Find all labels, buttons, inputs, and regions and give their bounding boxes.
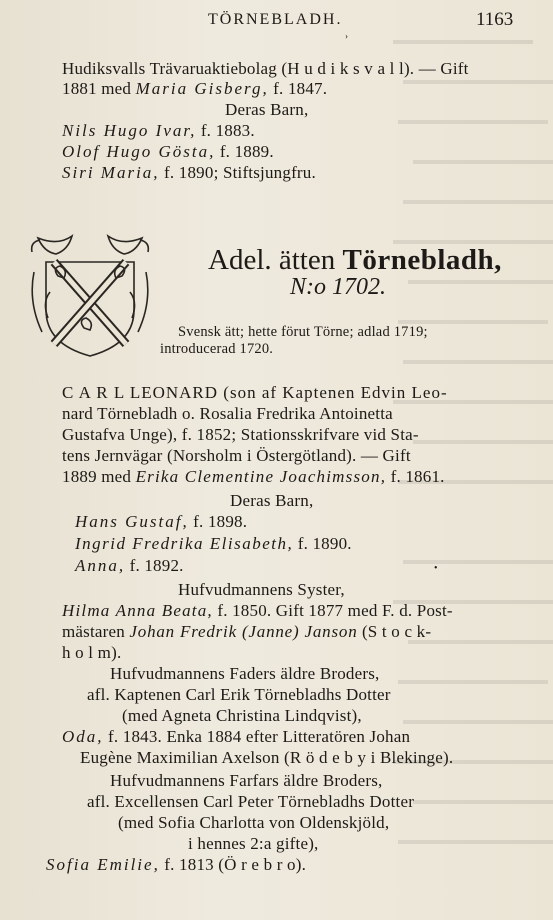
top-line-1: Hudiksvalls Trävaruaktiebolag (H u d i k s v a l l). — Gift	[62, 59, 469, 78]
granduncle-line-4: Sofia Emilie, f. 1813 (Ö r e b r o).	[46, 855, 307, 874]
uncle-line-4: Eugène Maximilian Axelson (R ö d e b y i Blekinge).	[80, 748, 454, 767]
family-title: Adel. ätten Törnebladh,	[208, 244, 502, 276]
sister-heading: Hufvudmannens Syster,	[178, 580, 345, 599]
carl-line-5: 1889 med Erika Clementine Joachimsson, f. 1861.	[62, 467, 445, 486]
child-line: Siri Maria, f. 1890; Stiftsjungfru.	[62, 163, 316, 182]
granduncle-line-1: afl. Excellensen Carl Peter Törnebladhs Dotter	[87, 792, 415, 811]
uncle-line-3: Oda, f. 1843. Enka 1884 efter Litteratören Johan	[62, 727, 411, 746]
printer-mark: ›	[345, 31, 348, 41]
sister-line-3: h o l m).	[62, 643, 122, 662]
spouse-name: Maria Gisberg,	[135, 79, 269, 98]
sister-line-2: mästaren Johan Fredrik (Janne) Janson (S t o c k-	[62, 622, 432, 641]
carl-line-3: Gustafva Unge), f. 1852; Stationsskrifvare vid Sta-	[62, 425, 419, 444]
granduncle-line-3: i hennes 2:a gifte),	[188, 834, 319, 853]
granduncle-line-2: (med Sofia Charlotta von Oldenskjöld,	[118, 813, 390, 832]
uncle-heading: Hufvudmannens Faders äldre Broders,	[110, 664, 380, 683]
carl-line-2: nard Törnebladh o. Rosalia Fredrika Antoinetta	[62, 404, 393, 423]
child-line: Ingrid Fredrika Elisabeth, f. 1890.	[75, 534, 352, 553]
uncle-line-2: (med Agneta Christina Lindqvist),	[122, 706, 362, 725]
coat-of-arms-icon	[28, 232, 152, 360]
top-line-2: 1881 med Maria Gisberg, f. 1847.	[62, 79, 328, 98]
carl-line-4: tens Jernvägar (Norsholm i Östergötland). — Gift	[62, 446, 411, 465]
family-description-1: Svensk ätt; hette förut Törne; adlad 1719;	[178, 324, 428, 340]
carl-line-1: C A R L LEONARD (son af Kaptenen Edvin Leo-	[62, 383, 448, 402]
child-line: Olof Hugo Gösta, f. 1889.	[62, 142, 274, 161]
page-number: 1163	[476, 9, 514, 30]
children-heading: Deras Barn,	[225, 100, 309, 119]
running-head: TÖRNEBLADH.	[208, 11, 343, 28]
granduncle-heading: Hufvudmannens Farfars äldre Broders,	[110, 771, 383, 790]
children-heading: Deras Barn,	[230, 491, 314, 510]
stray-mark: •	[434, 563, 438, 574]
family-number: N:o 1702.	[290, 274, 386, 300]
child-line: Anna, f. 1892.	[75, 556, 184, 575]
sister-line-1: Hilma Anna Beata, f. 1850. Gift 1877 med F. d. Post-	[62, 601, 453, 620]
child-line: Hans Gustaf, f. 1898.	[75, 512, 248, 531]
uncle-line-1: afl. Kaptenen Carl Erik Törnebladhs Dotter	[87, 685, 391, 704]
family-description-2: introducerad 1720.	[160, 341, 274, 357]
child-line: Nils Hugo Ivar, f. 1883.	[62, 121, 255, 140]
